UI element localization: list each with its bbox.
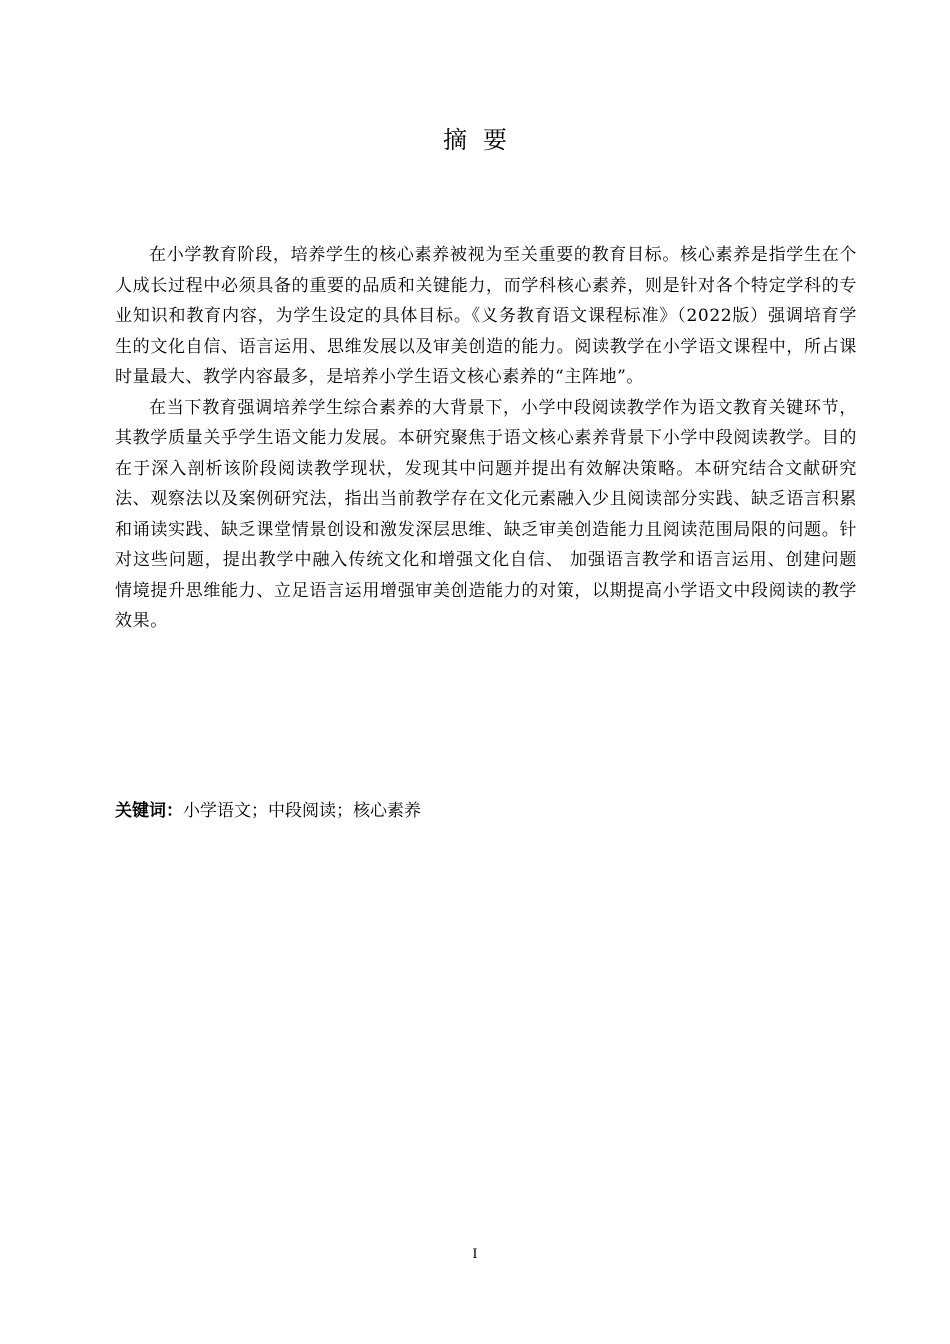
page-number: I bbox=[472, 1247, 478, 1262]
keywords-label: 关键词： bbox=[115, 801, 183, 821]
abstract-paragraph: 在小学教育阶段，培养学生的核心素养被视为至关重要的教育目标。核心素养是指学生在个人成长过程中必须具备的重要的品质和关键能力，而学科核心素养，则是针对各个特定学科的专业知识和教育内容，为学生设定的具体目标。《义务教育语文课程标准》（2022版）强调培育学生的文化自信、语言运用、思维发展以及审美创造的能力。阅读教学在小学语文课程中，所占课时量最大、教学内容最多，是培养小学生语文核心素养的“主阵地”。 bbox=[115, 245, 857, 387]
abstract-paragraph: 在当下教育强调培养学生综合素养的大背景下，小学中段阅读教学作为语文教育关键环节，其教学质量关乎学生语文能力发展。本研究聚焦于语文核心素养背景下小学中段阅读教学。目的在于深入剖析该阶段阅读教学现状，发现其中问题并提出有效解决策略。本研究结合文献研究法、观察法以及案例研究法，指出当前教学存在文化元素融入少且阅读部分实践、缺乏语言积累和诵读实践、缺乏课堂情景创设和激发深层思维、缺乏审美创造能力且阅读范围局限的问题。针对这些问题，提出教学中融入传统文化和增强文化自信、 加强语言教学和语言运用、创建问题情境提升思维能力、立足语言运用增强审美创造能力的对策，以期提高小学语文中段阅读的教学效果。 bbox=[115, 397, 857, 631]
keywords-value: 小学语文；中段阅读；核心素养 bbox=[183, 801, 421, 821]
abstract-body bbox=[115, 240, 857, 637]
page-title: 摘要 bbox=[443, 126, 523, 154]
keywords-line bbox=[115, 796, 421, 826]
